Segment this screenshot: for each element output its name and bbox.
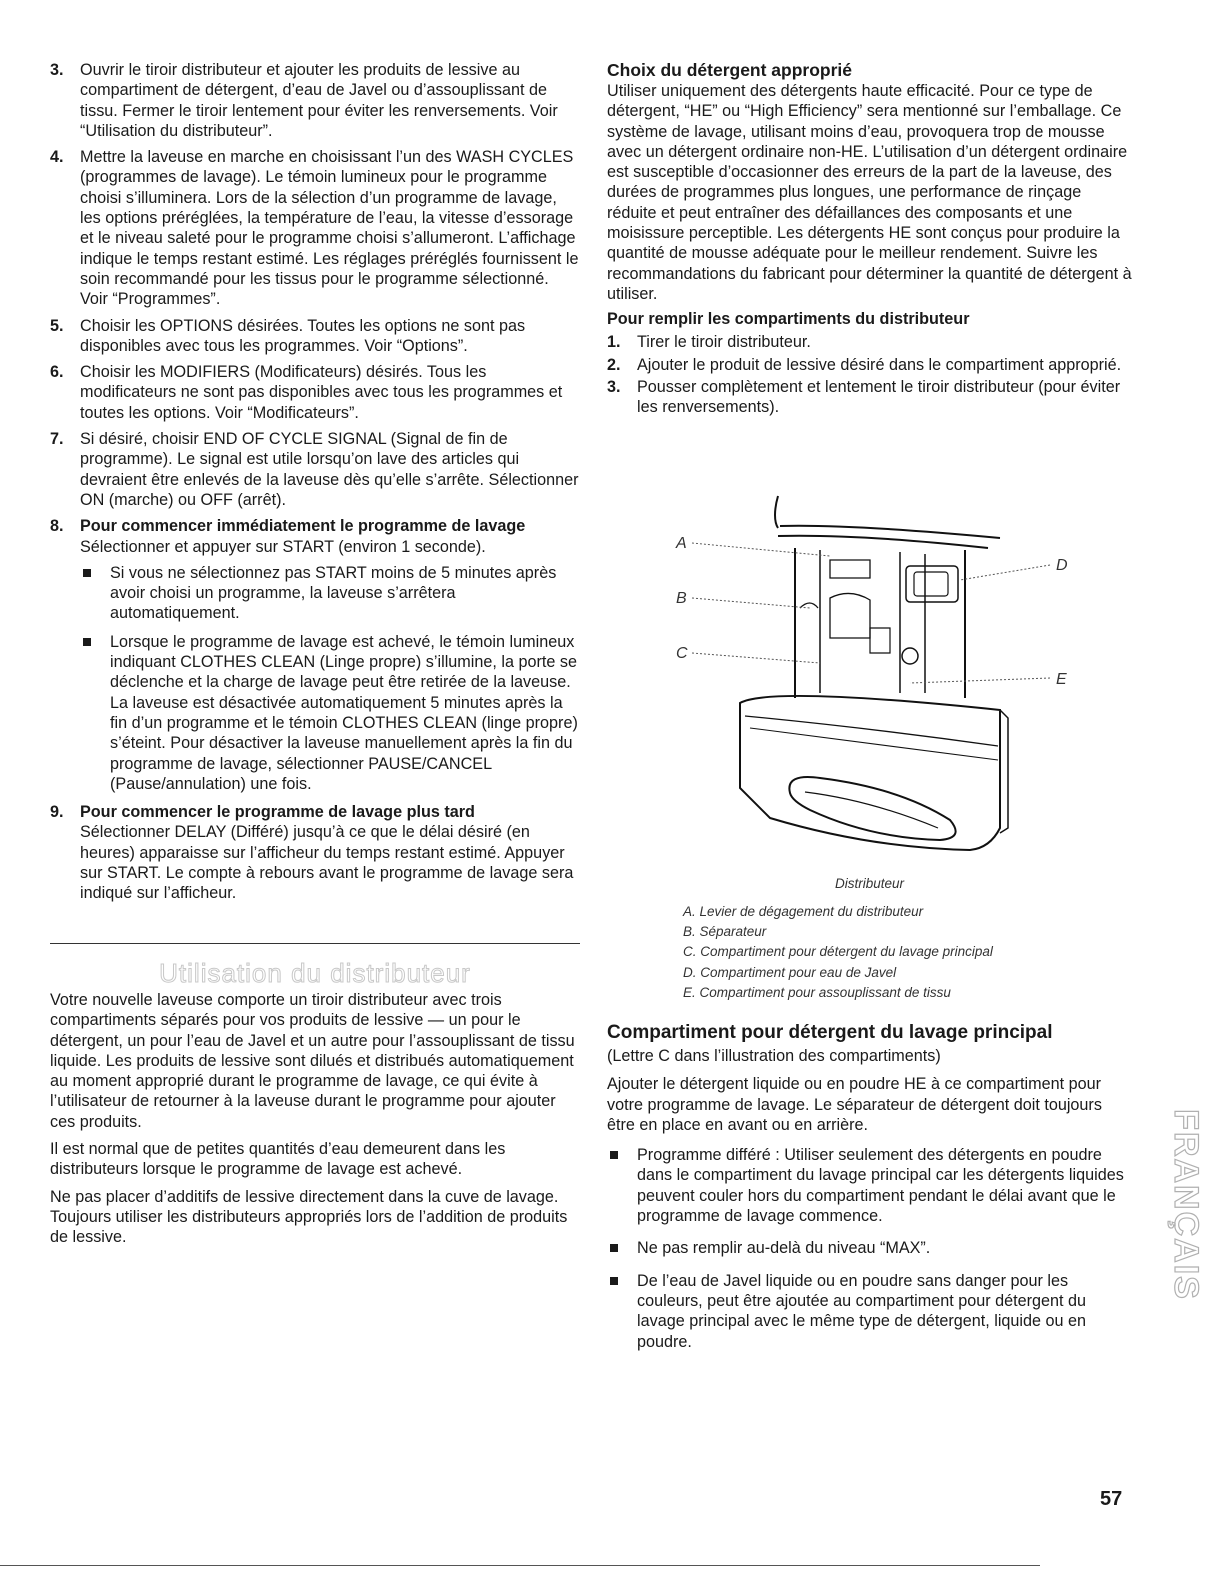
step-text: Choisir les OPTIONS désirées. Toutes les options ne sont pas disponibles avec tous les programmes. Voir “Options”. <box>80 316 526 355</box>
fill-step <box>607 332 1132 352</box>
square-bullet-icon <box>610 1244 618 1252</box>
step-number: 3. <box>50 61 64 79</box>
step-text: Sélectionner et appuyer sur START (environ 1 seconde). <box>80 537 486 556</box>
bullet-text: Programme différé : Utiliser seulement des détergents en poudre dans le compartiment du lavage principal car les détergents liquides peuvent couler hors du compartiment pendant le délai avant que le programme de lavage commence. <box>637 1146 1124 1226</box>
left-column <box>50 60 580 910</box>
square-bullet-icon <box>610 1277 618 1285</box>
detergent-paragraph: Utiliser uniquement des détergents haute efficacité. Pour ce type de détergent, “HE” ou “High Efficiency” sera mentionné sur l’emballage. Ce système de lavage, utilisant moins d’eau, provoquera trop de mousse avec un détergent ordinaire non-HE. L’utilisation d’un détergent ordinaire est susceptible d’occasionner des erreurs de la part de la laveuse, des durées de programmes plus longues, une performance de rinçage réduite et peut entraîner des défaillances des composants et une moisissure perceptible. Les détergents HE sont conçus pour produire la quantité de mousse adéquate pour le meilleur rendement. Suivre les recommandations du fabricant pour déterminer la quantité de détergent à utiliser. <box>607 82 1132 303</box>
fill-steps <box>607 332 1132 417</box>
bullet-item <box>607 1271 1132 1352</box>
side-tab-label: FRANÇAIS <box>1167 1109 1205 1301</box>
fill-step <box>607 377 1132 418</box>
fill-heading: Pour remplir les compartiments du distributeur <box>607 310 970 329</box>
step-8 <box>50 516 580 794</box>
step-number: 1. <box>607 333 621 352</box>
step-5 <box>50 316 580 357</box>
diagram-legend <box>683 902 1123 1003</box>
bullet-item <box>80 632 580 794</box>
detergent-heading: Choix du détergent approprié <box>607 60 853 80</box>
step-text: Si désiré, choisir END OF CYCLE SIGNAL (Signal de fin de programme). Le signal est utile lorsqu’on lave des articles qui devraient être enlevés de la laveuse dès qu’elle s’arrête. Sélectionner ON (marche) ou OFF (arrêt). <box>80 430 579 509</box>
legend-item: D. Compartiment pour eau de Javel <box>683 964 897 980</box>
bullet-text: Ne pas remplir au-delà du niveau “MAX”. <box>637 1239 931 1258</box>
step-number: 8. <box>50 517 64 536</box>
bullet-text: Lorsque le programme de lavage est achevé, le témoin lumineux indiquant CLOTHES CLEAN (Linge propre) s’illumine, la porte se déclenche et la charge de lavage peut être retirée de la laveuse. La laveuse est désactivée automatiquement 5 minutes après la fin d’un programme et le témoin CLOTHES CLEAN (linge propre) s’éteint. Pour désactiver la laveuse manuellement après la fin du programme de lavage, sélectionner PAUSE/CANCEL (Pause/annulation) une fois. <box>110 632 578 793</box>
page-number: 57 <box>1100 1488 1123 1510</box>
step-text: Ouvrir le tiroir distributeur et ajouter les produits de lessive au compartiment de détergent, d’eau de Javel ou d’assouplissant de tissu. Fermer le tiroir lentement pour éviter les renversements. Voir “Utilisation du distributeur”. <box>80 61 558 140</box>
legend-item: E. Compartiment pour assouplissant de tissu <box>683 984 951 1000</box>
step-6 <box>50 362 580 423</box>
main-wash-bullets <box>607 1145 1132 1352</box>
bullet-item <box>607 1238 1132 1258</box>
step-title: Pour commencer immédiatement le programme de lavage <box>80 517 526 536</box>
step-number: 6. <box>50 363 64 382</box>
right-column <box>607 60 1132 419</box>
section-title: Utilisation du distributeur <box>159 958 471 988</box>
step-number: 9. <box>50 803 64 822</box>
legend-item: A. Levier de dégagement du distributeur <box>683 904 924 919</box>
language-side-tab <box>1150 1055 1205 1355</box>
diagram-caption-title: Distributeur <box>834 876 905 891</box>
main-wash-heading: Compartiment pour détergent du lavage principal <box>607 1022 1053 1043</box>
main-wash-subtitle: (Lettre C dans l’illustration des compartiments) <box>607 1047 941 1065</box>
bullet-item <box>80 563 580 624</box>
paragraph: Ne pas placer d’additifs de lessive directement dans la cuve de lavage. Toujours utiliser les distributeurs appropriés lors de l’addition de produits de lessive. <box>50 1187 568 1247</box>
paragraph: Votre nouvelle laveuse comporte un tiroir distributeur avec trois compartiments séparés pour vos produits de lessive — un pour le détergent, un pour l’eau de Javel et un autre pour l’assouplissant de tissu liquide. Les produits de lessive sont dilués et distribués automatiquement au moment approprié durant le programme de lavage, ce qui évite à l’utilisateur de retourner à la laveuse durant le programme pour ajouter ces produits. <box>50 991 575 1131</box>
bullet-text: Si vous ne sélectionnez pas START moins de 5 minutes après avoir choisi un programme, la laveuse s’arrêtera automatiquement. <box>110 563 557 623</box>
bullet-text: De l’eau de Javel liquide ou en poudre sans danger pour les couleurs, peut être ajoutée au compartiment pour détergent du lavage principal avec le même type de détergent, liquide ou en poudre. <box>637 1271 1087 1351</box>
step-number: 2. <box>607 355 621 374</box>
main-wash-section <box>607 1022 1132 1360</box>
steps-list <box>50 60 580 904</box>
step-text: Sélectionner DELAY (Différé) jusqu’à ce que le délai désiré (en heures) apparaisse sur l’afficheur du temps restant estimé. Appuyer sur START. Le compte à rebours avant le programme de lavage sera indiqué sur l’afficheur. <box>80 823 574 903</box>
step-text: Tirer le tiroir distributeur. <box>637 333 811 352</box>
section-divider <box>50 943 580 944</box>
bullet-item <box>607 1145 1132 1226</box>
legend-item: B. Séparateur <box>683 924 767 940</box>
label-e: E <box>1056 671 1067 688</box>
dispenser-intro <box>50 990 580 1255</box>
fill-step <box>607 355 1132 375</box>
step-number: 7. <box>50 430 64 449</box>
step-number: 5. <box>50 316 64 335</box>
step-number: 4. <box>50 148 64 167</box>
label-a: A <box>676 535 687 552</box>
square-bullet-icon <box>83 569 91 577</box>
label-b: B <box>676 590 687 607</box>
step-text: Choisir les MODIFIERS (Modificateurs) désirés. Tous les modificateurs ne sont pas disponibles avec tous les programmes et toutes les options. Voir “Modificateurs”. <box>80 363 563 422</box>
footer-rule <box>0 1565 1040 1566</box>
step-3 <box>50 60 580 141</box>
step-title: Pour commencer le programme de lavage plus tard <box>80 803 475 822</box>
step-text: Mettre la laveuse en marche en choisissant l’un des WASH CYCLES (programmes de lavage). Le témoin lumineux pour le programme choisi s’illuminera. Lors de la sélection d’un programme de lavage, les options préréglées, la température de l’eau, la vitesse d’essorage et le niveau saleté pour le programme choisi s’allumeront. L’affichage indique le temps restant estimé. Les réglages préréglés fournissent le soin recommandé pour les tissus pour le programme sélectionné. Voir “Programmes”. <box>80 148 579 309</box>
step-8-bullets <box>80 563 580 794</box>
label-d: D <box>1056 557 1068 574</box>
step-9 <box>50 802 580 903</box>
step-number: 3. <box>607 377 621 396</box>
paragraph: Il est normal que de petites quantités d’eau demeurent dans les distributeurs lorsque le programme de lavage est achevé. <box>50 1140 506 1179</box>
dispenser-diagram <box>670 488 1080 868</box>
square-bullet-icon <box>610 1151 618 1159</box>
legend-item: C. Compartiment pour détergent du lavage principal <box>683 944 993 960</box>
step-text: Pousser complètement et lentement le tiroir distributeur (pour éviter les renversements). <box>637 377 1121 417</box>
square-bullet-icon <box>83 638 91 646</box>
step-7 <box>50 429 580 510</box>
label-c: C <box>676 645 688 662</box>
main-wash-paragraph: Ajouter le détergent liquide ou en poudre HE à ce compartiment pour votre programme de lavage. Le séparateur de détergent doit toujours être en place en avant ou en arrière. <box>607 1075 1102 1134</box>
step-4 <box>50 147 580 309</box>
step-text: Ajouter le produit de lessive désiré dans le compartiment approprié. <box>637 355 1122 374</box>
